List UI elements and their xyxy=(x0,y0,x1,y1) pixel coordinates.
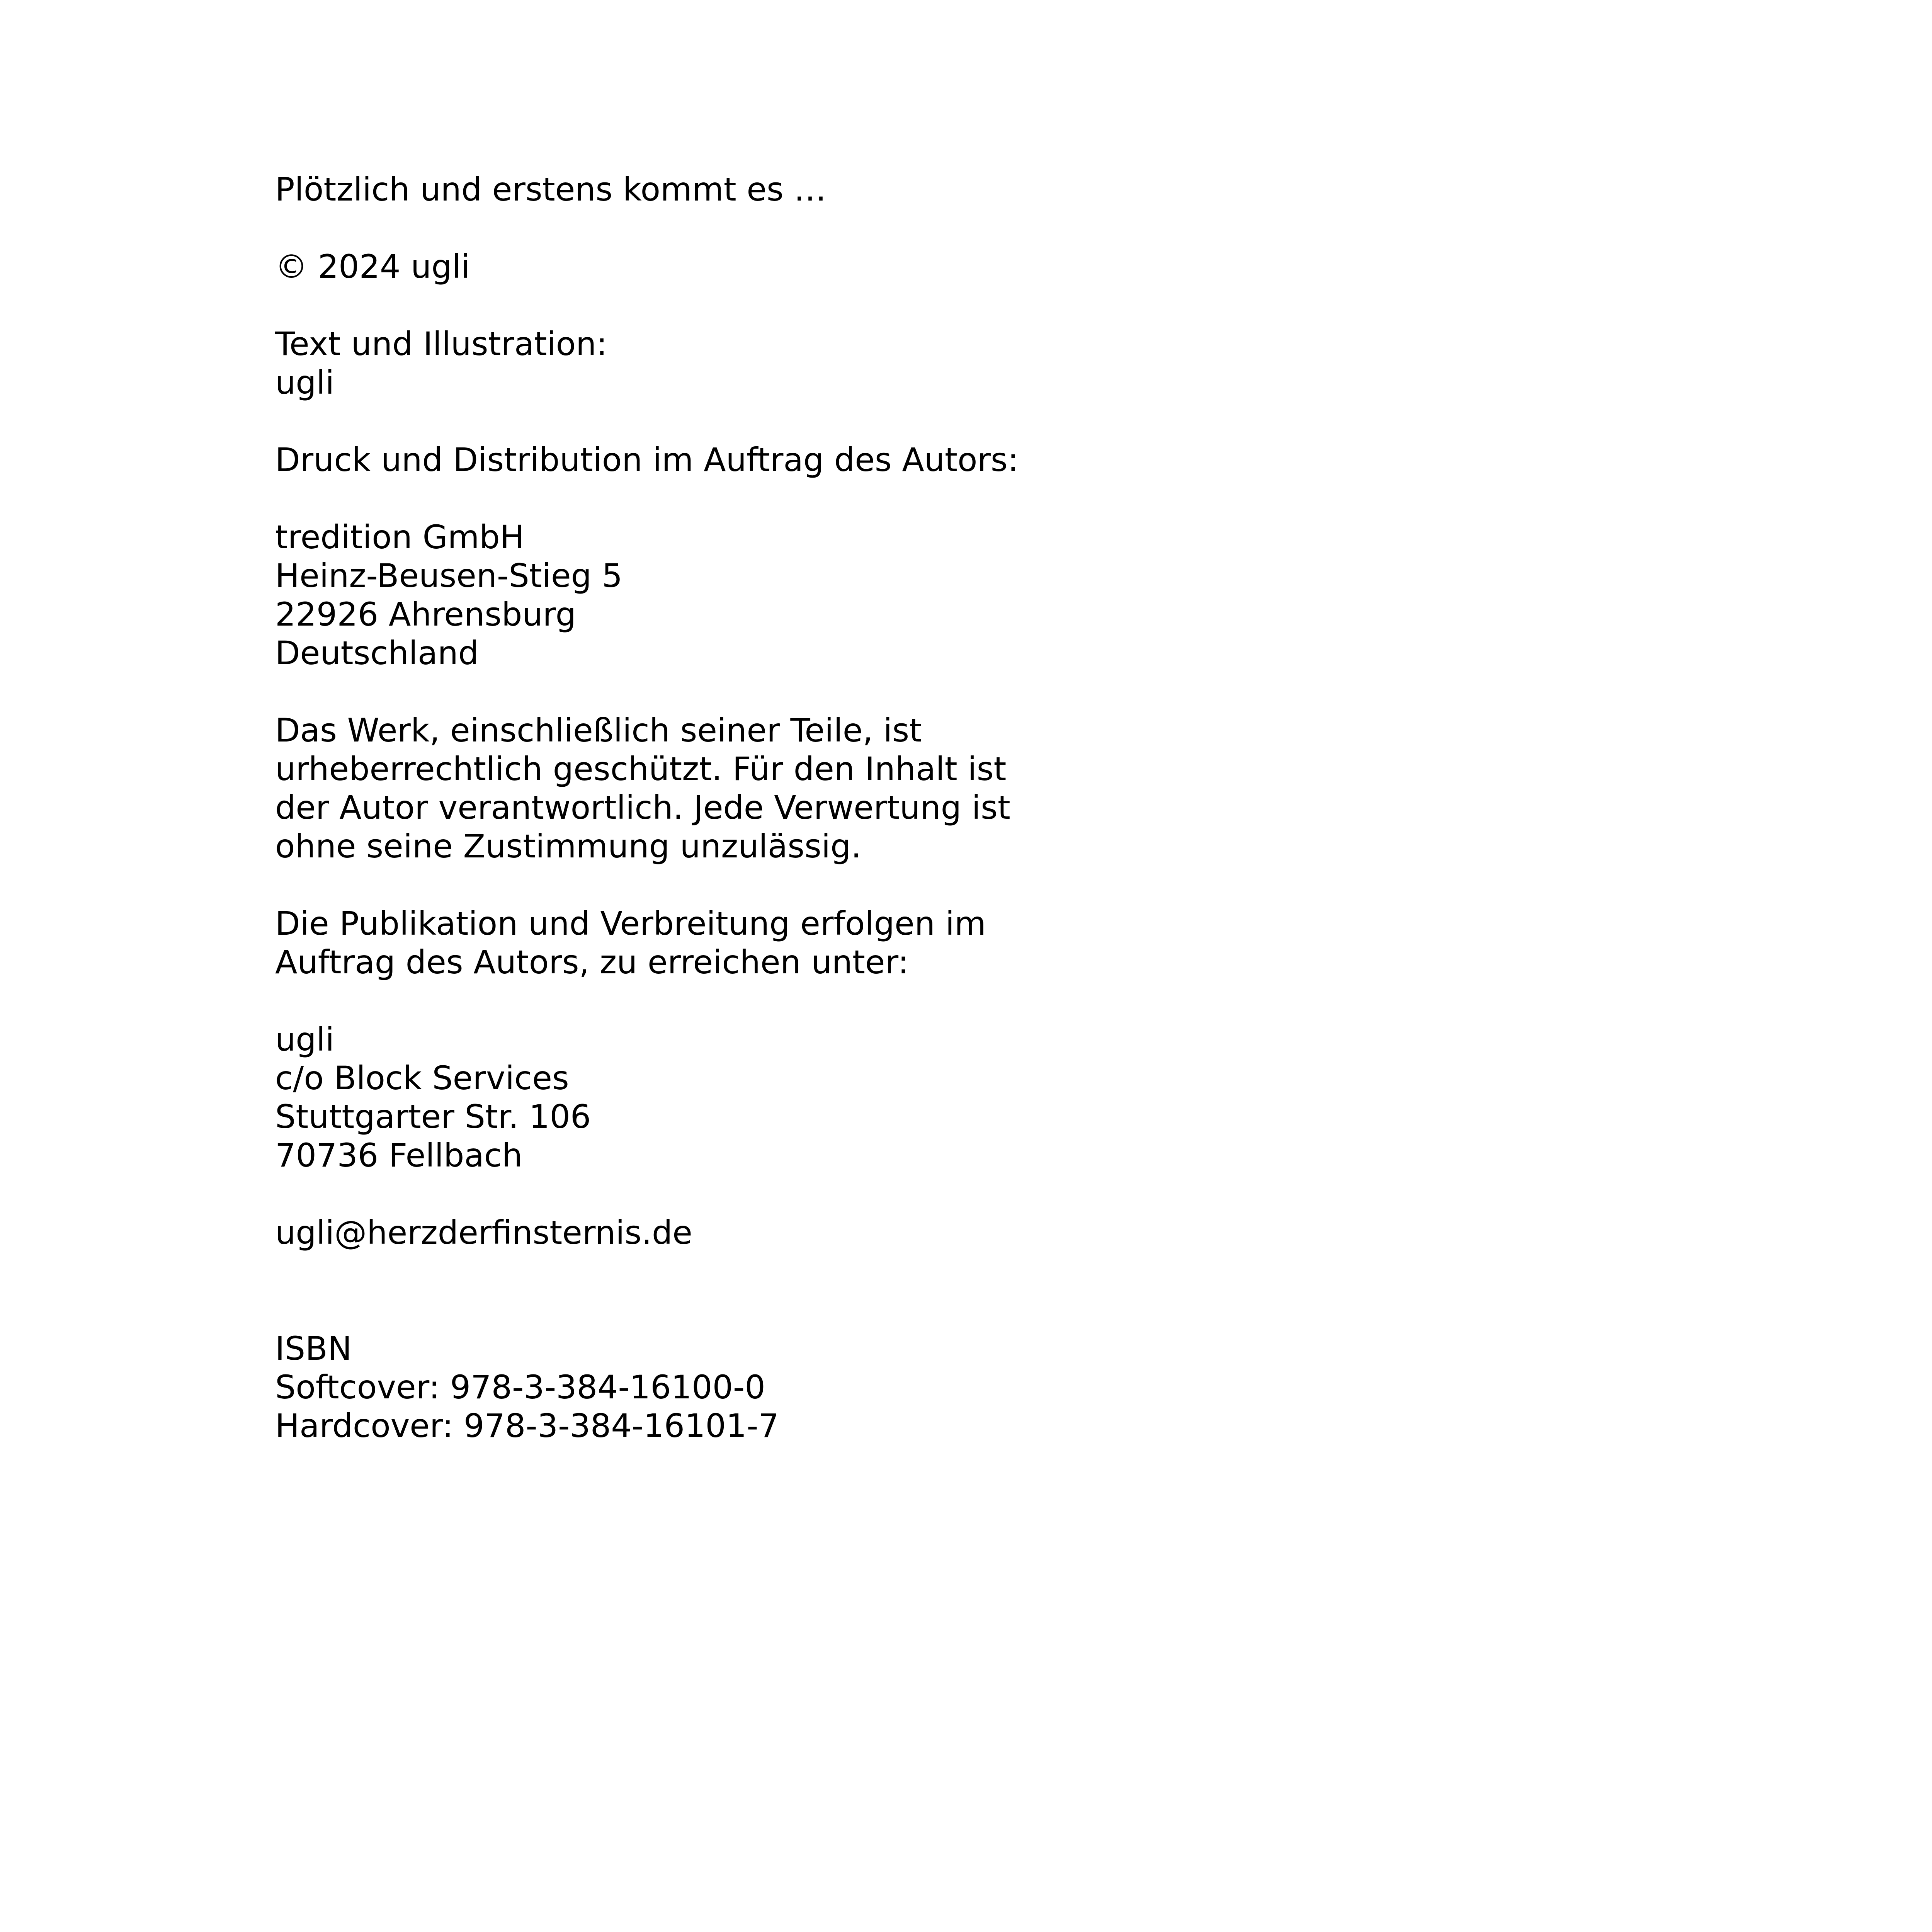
author-address-line: Stuttgarter Str. 106 xyxy=(275,1098,591,1136)
publication-notice-line: Die Publikation und Verbreitung erfolgen im xyxy=(275,905,986,942)
print-note: Druck und Distribution im Auftrag des Autors: xyxy=(275,441,1019,479)
copyright-block xyxy=(275,247,1512,286)
email-block xyxy=(275,1213,1512,1252)
print-note-block xyxy=(275,440,1512,479)
book-title: Plötzlich und erstens kommt es … xyxy=(275,170,827,208)
publication-notice-block xyxy=(275,904,1512,981)
rights-notice-line: urheberrechtlich geschützt. Für den Inhalt ist xyxy=(275,750,1007,788)
isbn-softcover: Softcover: 978-3-384-16100-0 xyxy=(275,1368,765,1406)
credits-name: ugli xyxy=(275,364,335,401)
rights-notice-line: Das Werk, einschließlich seiner Teile, ist xyxy=(275,711,922,749)
rights-notice-block xyxy=(275,711,1512,866)
publisher-address-line: 22926 Ahrensburg xyxy=(275,595,576,633)
isbn-hardcover: Hardcover: 978-3-384-16101-7 xyxy=(275,1407,779,1445)
author-address-line: 70736 Fellbach xyxy=(275,1136,523,1174)
publisher-address-line: Heinz-Beusen-Stieg 5 xyxy=(275,557,623,595)
publication-notice-line: Auftrag des Autors, zu erreichen unter: xyxy=(275,943,909,981)
copyright-line: © 2024 ugli xyxy=(275,248,470,286)
isbn-block xyxy=(275,1329,1512,1445)
credits-block xyxy=(275,325,1512,402)
imprint-text xyxy=(275,170,1512,1445)
author-address-line: c/o Block Services xyxy=(275,1059,569,1097)
email-address: ugli@herzderfinsternis.de xyxy=(275,1214,692,1252)
rights-notice-line: ohne seine Zustimmung unzulässig. xyxy=(275,827,862,865)
publisher-address-block xyxy=(275,518,1512,672)
author-address-line: ugli xyxy=(275,1020,335,1058)
publisher-address-line: Deutschland xyxy=(275,634,479,672)
isbn-label: ISBN xyxy=(275,1330,352,1367)
rights-notice-line: der Autor verantwortlich. Jede Verwertung ist xyxy=(275,789,1010,827)
publisher-address-line: tredition GmbH xyxy=(275,518,524,556)
author-address-block xyxy=(275,1020,1512,1175)
title-block xyxy=(275,170,1512,209)
credits-label: Text und Illustration: xyxy=(275,325,607,363)
